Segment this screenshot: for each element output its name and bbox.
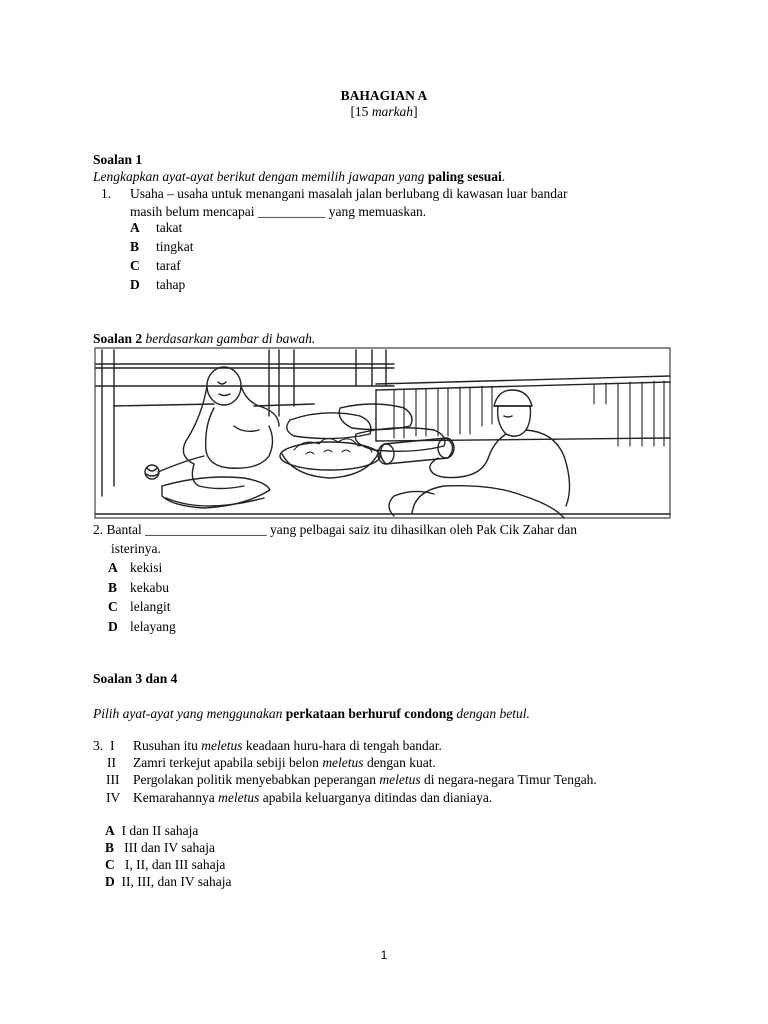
option-letter: D [105,874,115,889]
q1-instruction [93,169,505,185]
q1-line2: masih belum mencapai __________ yang memuaskan. [130,204,427,219]
statement-roman: IV [106,790,121,805]
q2-line1: 2. Bantal __________________ yang pelbagai saiz itu dihasilkan oleh Pak Cik Zahar dan [93,522,578,537]
q3-option-d[interactable] [105,874,231,890]
q3-option-a[interactable] [105,823,198,839]
option-text: I dan II sahaja [121,823,199,838]
q34-instr-italic1: Pilih ayat-ayat yang menggunakan [93,706,286,721]
q2-line2: isterinya. [111,541,161,556]
marks-label [0,104,768,120]
statement-before: Pergolakan politik menyebabkan peperangan [133,772,380,787]
option-letter: B [108,580,118,595]
q1-number: 1. [101,186,112,201]
q1-instr-end: . [501,169,506,184]
option-text: II, III, dan IV sahaja [121,874,232,889]
q1-heading: Soalan 1 [93,152,143,167]
q2-heading-bold: Soalan 2 [93,331,143,346]
option-text: taraf [156,258,181,273]
option-text: lelangit [130,599,171,614]
option-letter: C [130,258,140,273]
q2-option-b[interactable] [108,580,169,596]
statement-after: keadaan huru-hara di tengah bandar. [242,738,442,753]
statement-roman: II [107,755,116,770]
option-letter: C [108,599,118,614]
option-letter: D [108,619,118,634]
option-text: lelayang [130,619,176,634]
statement-before: Rusuhan itu [133,738,202,753]
statement-word: meletus [201,738,243,753]
marks-open: [15 [350,104,372,119]
q3-option-c[interactable] [105,857,225,873]
option-letter: A [108,560,118,575]
q2-option-d[interactable] [108,619,176,635]
statement-4 [133,790,492,806]
q1-option-a[interactable] [130,220,182,236]
q2-option-c[interactable] [108,599,171,615]
q1-option-b[interactable] [130,239,194,255]
marks-close: ] [413,104,418,119]
option-text: tahap [156,277,186,292]
statement-word: meletus [379,772,421,787]
option-letter: B [105,840,115,855]
q1-line1: Usaha – usaha untuk menangani masalah jalan berlubang di kawasan luar bandar [130,186,568,201]
option-text: III dan IV sahaja [124,840,215,855]
q34-heading: Soalan 3 dan 4 [93,671,178,686]
q1-instr-bold: paling sesuai [427,169,502,184]
page-number: 1 [380,948,388,962]
q2-option-a[interactable] [108,560,162,576]
q34-instr-bold: perkataan berhuruf condong [285,706,453,721]
option-text: kekabu [130,580,169,595]
section-title: BAHAGIAN A [340,88,428,103]
statement-after: apabila keluarganya ditindas dan dianiaya. [259,790,493,805]
q34-instr-italic2: dengan betul. [453,706,530,721]
option-text: kekisi [130,560,163,575]
marks-italic: markah [371,104,414,119]
option-text: tingkat [156,239,194,254]
option-letter: C [105,857,115,872]
q1-option-c[interactable] [130,258,181,274]
statement-1 [133,738,442,754]
option-letter: A [105,823,115,838]
q2-heading [93,331,315,347]
statement-roman: I [110,738,115,753]
q1-instr-italic: Lengkapkan ayat-ayat berikut dengan memilih jawapan yang [93,169,428,184]
statement-3 [133,772,597,788]
option-letter: A [130,220,140,235]
statement-after: di negara-negara Timur Tengah. [420,772,597,787]
statement-roman: III [106,772,120,787]
option-letter: B [130,239,140,254]
option-text: I, II, dan III sahaja [124,857,226,872]
statement-before: Kemarahannya [133,790,219,805]
option-letter: D [130,277,140,292]
q34-instruction [93,706,530,722]
q3-number: 3. [93,738,104,753]
statement-word: meletus [322,755,364,770]
pillow-making-illustration [94,346,672,520]
statement-before: Zamri terkejut apabila sebiji belon [133,755,323,770]
statement-2 [133,755,436,771]
q1-option-d[interactable] [130,277,185,293]
statement-after: dengan kuat. [363,755,436,770]
statement-word: meletus [218,790,260,805]
q3-option-b[interactable] [105,840,215,856]
q2-heading-italic: berdasarkan gambar di bawah. [142,331,316,346]
option-text: takat [156,220,183,235]
